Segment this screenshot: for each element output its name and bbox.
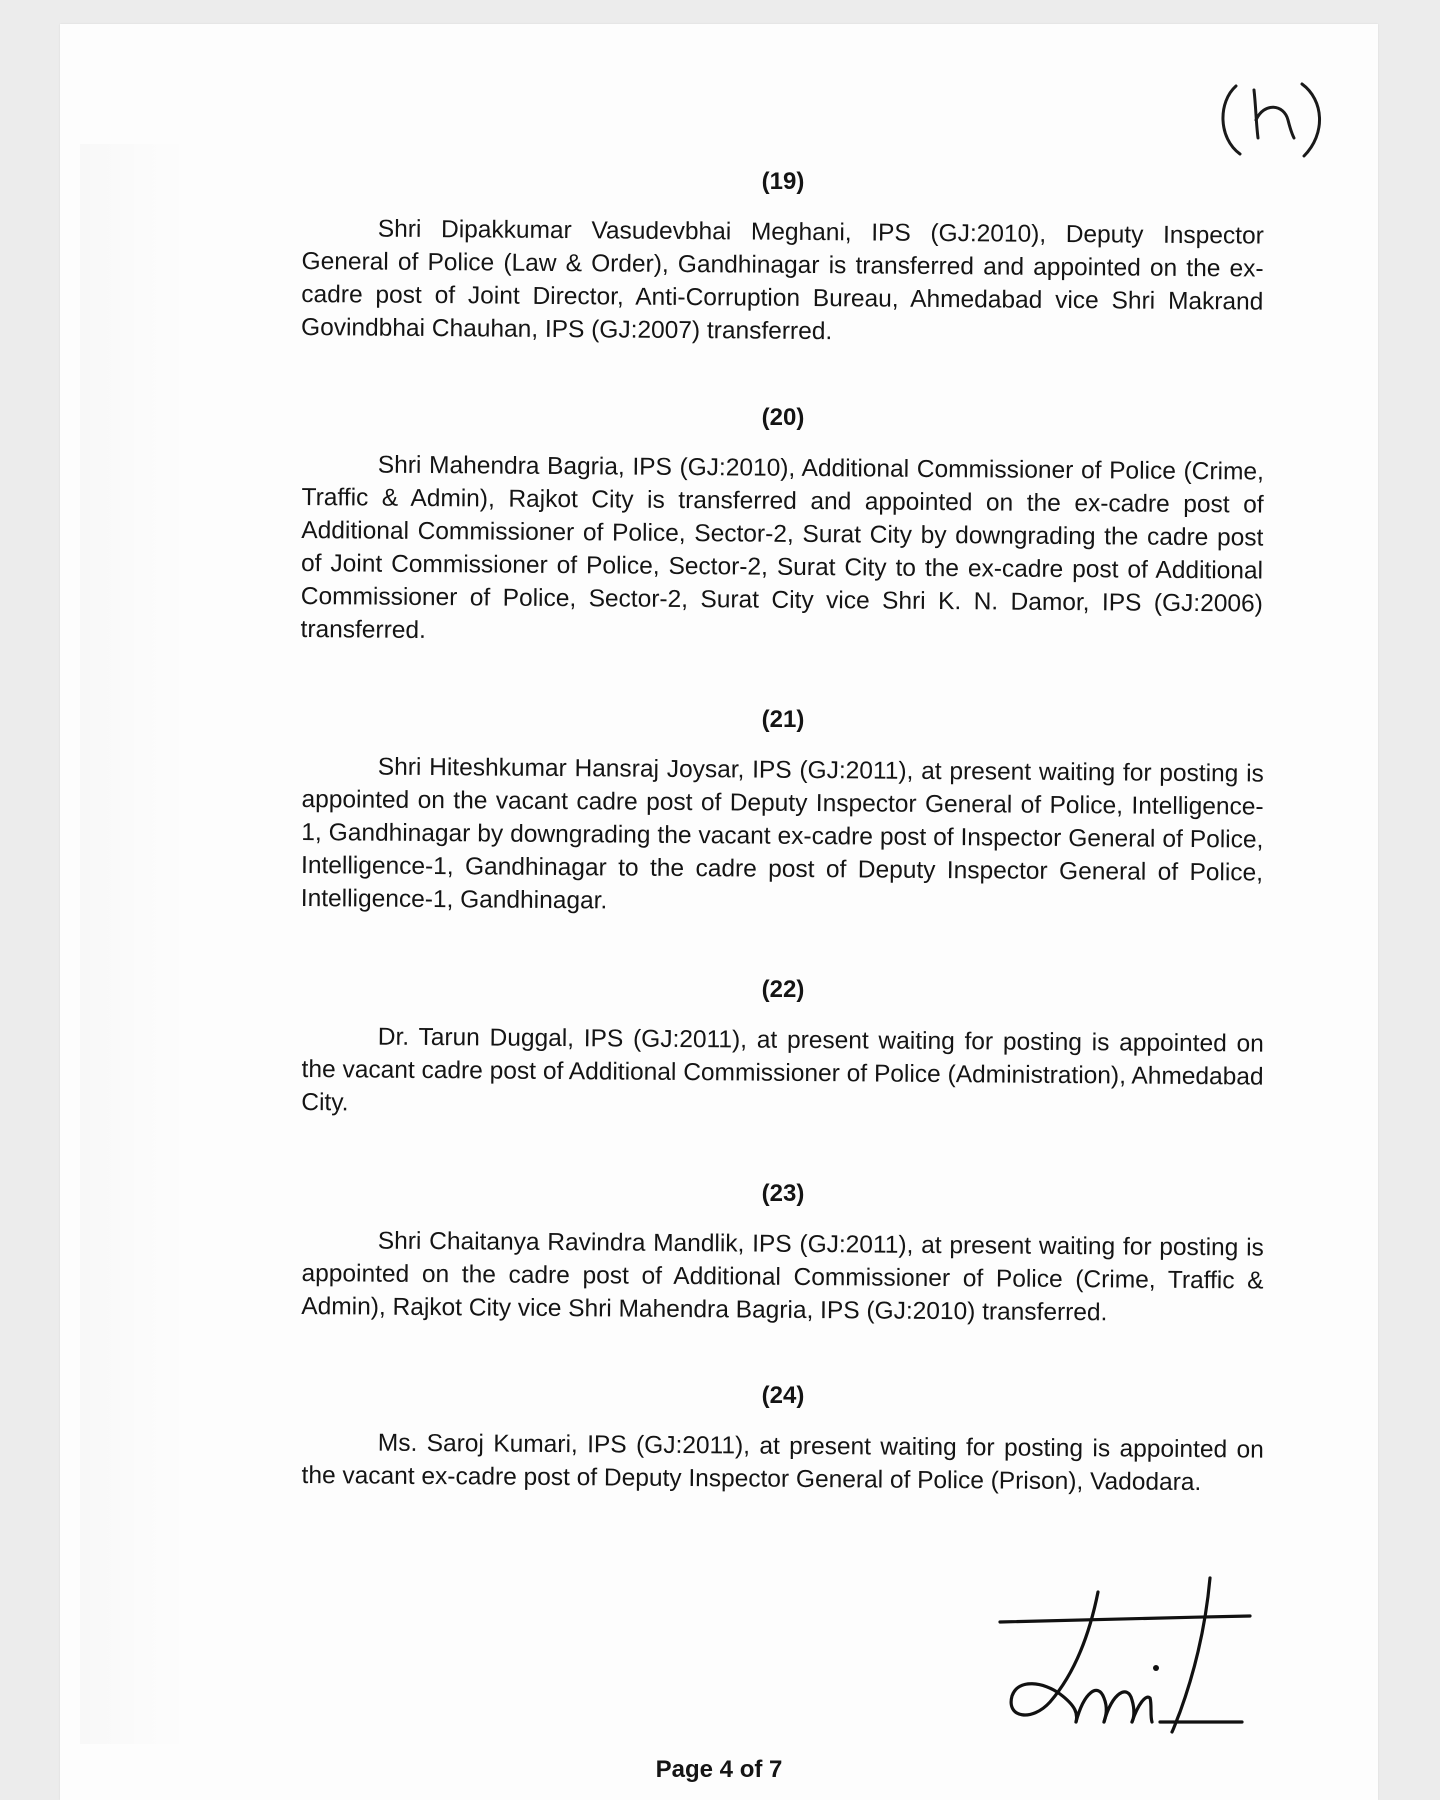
page-mark-drawing <box>1206 64 1346 174</box>
section-number: (20) <box>761 404 805 431</box>
section-21 <box>302 706 1264 915</box>
section-text: Dr. Tarun Duggal, IPS (GJ:2011), at present waiting for posting is appointed on the vacant cadre post of Additional Commissioner of Police (Administration), Ahmedabad City. <box>301 1023 1264 1117</box>
section-number: (24) <box>761 1382 805 1409</box>
signature-drawing <box>980 1572 1270 1742</box>
page-footer: Page 4 of 7 <box>655 1756 783 1783</box>
section-number: (22) <box>761 976 805 1003</box>
handwritten-page-mark <box>1206 64 1346 174</box>
section-text: Shri Mahendra Bagria, IPS (GJ:2010), Additional Commissioner of Police (Crime, Traffic & Admin), Rajkot City is transferred and appointed on the ex-cadre post of Additional Commissioner of Police, Sector-2, Surat City by downgrading the cadre post of Joint Commissioner of Police, Sector-2, Surat City to the ex-cadre post of Additional Commissioner of Police, Sector-2, Surat City vice Shri K. N. Damor, IPS (GJ:2006) transferred. <box>300 451 1264 644</box>
section-number: (21) <box>761 706 805 733</box>
section-24 <box>301 1382 1264 1497</box>
handwritten-signature <box>980 1572 1270 1742</box>
section-22 <box>302 976 1264 1119</box>
document-page <box>60 24 1378 1800</box>
section-text: Shri Chaitanya Ravindra Mandlik, IPS (GJ:2011), at present waiting for posting is appointed on the cadre post of Additional Commissioner of Police (Crime, Traffic & Admin), Rajkot City vice Shri Mahendra Bagria, IPS (GJ:2010) transferred. <box>301 1227 1264 1327</box>
section-19 <box>302 168 1264 344</box>
scan-shadow <box>80 144 190 1744</box>
section-23 <box>301 1180 1264 1327</box>
section-text: Shri Hiteshkumar Hansraj Joysar, IPS (GJ:2011), at present waiting for posting is appointed on the vacant cadre post of Deputy Inspector General of Police, Intelligence-1, Gandhinagar by downgrading the vacant ex-cadre post of Inspector General of Police, Intelligence-1, Gandhinagar to the cadre post of Deputy Inspector General of Police, Intelligence-1, Gandhinagar. <box>300 753 1264 915</box>
section-20 <box>302 404 1264 646</box>
section-text: Shri Dipakkumar Vasudevbhai Meghani, IPS (GJ:2010), Deputy Inspector General of Police (Law & Order), Gandhinagar is transferred and appointed on the ex-cadre post of Joint Director, Anti-Corruption Bureau, Ahmedabad vice Shri Makrand Govindbhai Chauhan, IPS (GJ:2007) transferred. <box>300 215 1264 346</box>
section-number: (23) <box>761 1180 805 1207</box>
section-number: (19) <box>761 168 805 195</box>
section-text: Ms. Saroj Kumari, IPS (GJ:2011), at present waiting for posting is appointed on the vacant ex-cadre post of Deputy Inspector General of Police (Prison), Vadodara. <box>301 1429 1264 1497</box>
